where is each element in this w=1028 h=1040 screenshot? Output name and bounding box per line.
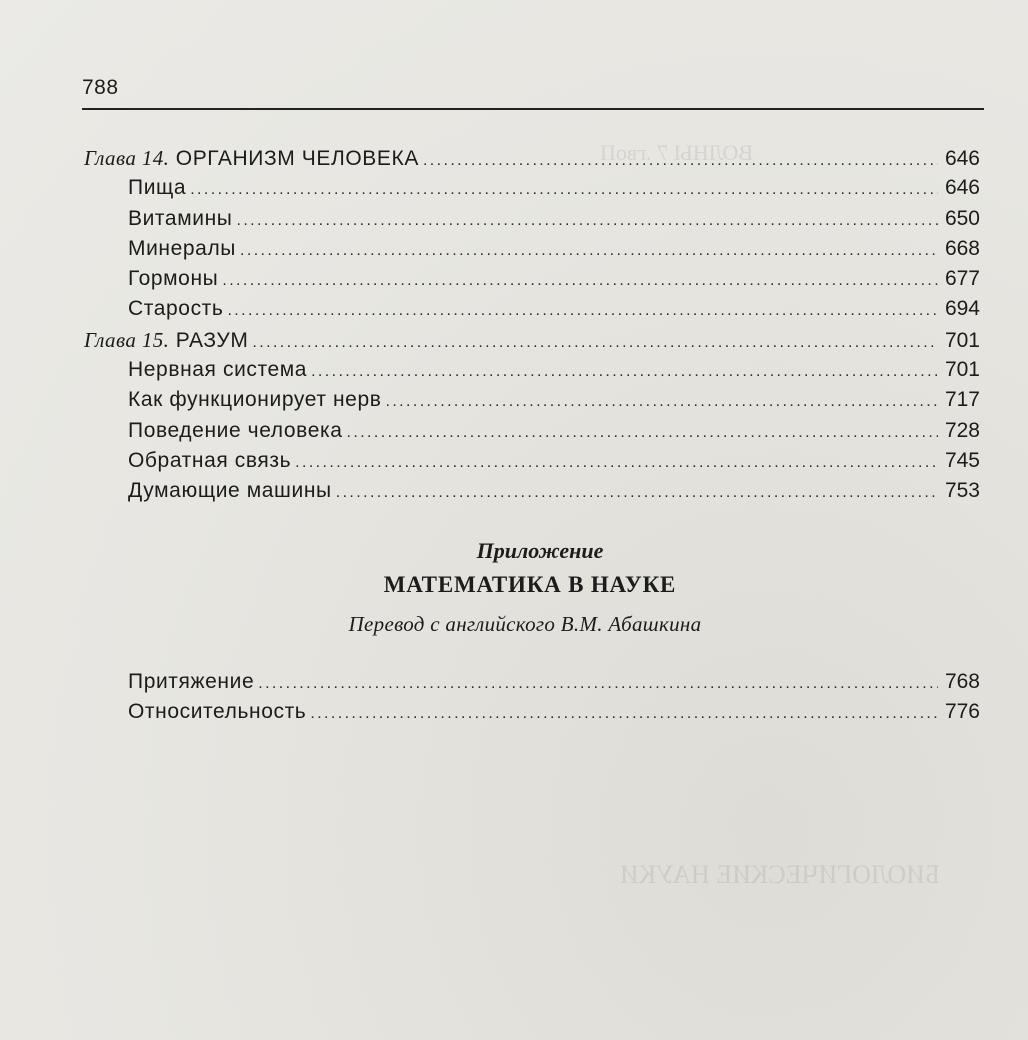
- chapter-title: РАЗУМ: [175, 328, 249, 352]
- toc-section[interactable]: [84, 700, 980, 730]
- toc-appendix: [84, 670, 980, 731]
- section-title: Минералы: [128, 236, 237, 260]
- toc-section[interactable]: [84, 388, 980, 418]
- dot-leader: [311, 363, 938, 381]
- page-ref: 701: [944, 358, 980, 382]
- dot-leader: [295, 454, 938, 472]
- toc-section[interactable]: [84, 670, 980, 700]
- toc-section[interactable]: [84, 267, 980, 297]
- section-title: Как функционирует нерв: [128, 388, 382, 412]
- dot-leader: [227, 302, 938, 320]
- page-ref: 753: [944, 479, 980, 503]
- toc-section[interactable]: [84, 207, 980, 237]
- section-title: Нервная система: [128, 358, 308, 382]
- page-ref: 745: [944, 448, 980, 472]
- dot-leader: [347, 424, 938, 442]
- dot-leader: [190, 181, 938, 199]
- dot-leader: [336, 484, 938, 502]
- page-ref: 776: [944, 700, 980, 724]
- dot-leader: [385, 393, 938, 411]
- dot-leader: [222, 272, 938, 290]
- section-title: Пища: [128, 176, 187, 200]
- toc-chapter-14[interactable]: [84, 146, 980, 176]
- page-number: 788: [82, 76, 119, 99]
- dot-leader: [252, 334, 938, 352]
- dot-leader: [423, 152, 938, 170]
- page-ref: 717: [944, 388, 980, 412]
- toc-section[interactable]: [84, 479, 980, 509]
- page-ref: 768: [944, 670, 980, 693]
- page-ref: 694: [944, 297, 980, 321]
- chapter-prefix: Глава 14.: [84, 146, 170, 170]
- dot-leader: [310, 705, 938, 723]
- page-ref: 701: [944, 328, 980, 352]
- section-title: Притяжение: [128, 670, 255, 693]
- toc-main: [84, 146, 980, 510]
- chapter-prefix: Глава 15.: [84, 327, 170, 352]
- toc-chapter-15[interactable]: [84, 328, 980, 358]
- section-title: Обратная связь: [128, 448, 292, 472]
- toc-section[interactable]: [84, 297, 980, 327]
- page-ref: 650: [944, 206, 980, 230]
- page-ref: 646: [944, 147, 980, 170]
- page-ref: 677: [944, 267, 980, 291]
- toc-section[interactable]: [84, 237, 980, 267]
- section-title: Относительность: [128, 700, 307, 724]
- toc-entry-label: [84, 328, 252, 353]
- appendix-translator: Перевод с английского В.М. Абашкина: [348, 612, 702, 636]
- page-ref: 728: [944, 418, 980, 442]
- section-title: Поведение человека: [128, 418, 343, 442]
- page-ref: 668: [944, 236, 980, 260]
- toc-section[interactable]: [84, 176, 980, 206]
- dot-leader: [240, 242, 938, 260]
- section-title: Витамины: [128, 206, 233, 230]
- bleed-through-text: ВОЛНЫ 7 .гвоП: [600, 140, 754, 165]
- section-title: Гормоны: [128, 267, 219, 291]
- chapter-title: ОРГАНИЗМ ЧЕЛОВЕКА: [175, 147, 419, 170]
- section-title: Старость: [128, 297, 224, 321]
- dot-leader: [236, 212, 938, 230]
- appendix-label: Приложение: [476, 538, 604, 563]
- section-title: Думающие машины: [128, 479, 332, 503]
- toc-section[interactable]: [84, 449, 980, 479]
- dot-leader: [258, 675, 938, 693]
- toc-section[interactable]: [84, 419, 980, 449]
- appendix-title: МАТЕМАТИКА В НАУКЕ: [383, 572, 677, 597]
- header-rule: [82, 108, 984, 110]
- bleed-through-text: БИОЛОГИЧЕСКИЕ НАУКИ: [620, 860, 940, 889]
- toc-section[interactable]: [84, 358, 980, 388]
- toc-entry-label: [84, 146, 423, 171]
- page-ref: 646: [944, 176, 980, 200]
